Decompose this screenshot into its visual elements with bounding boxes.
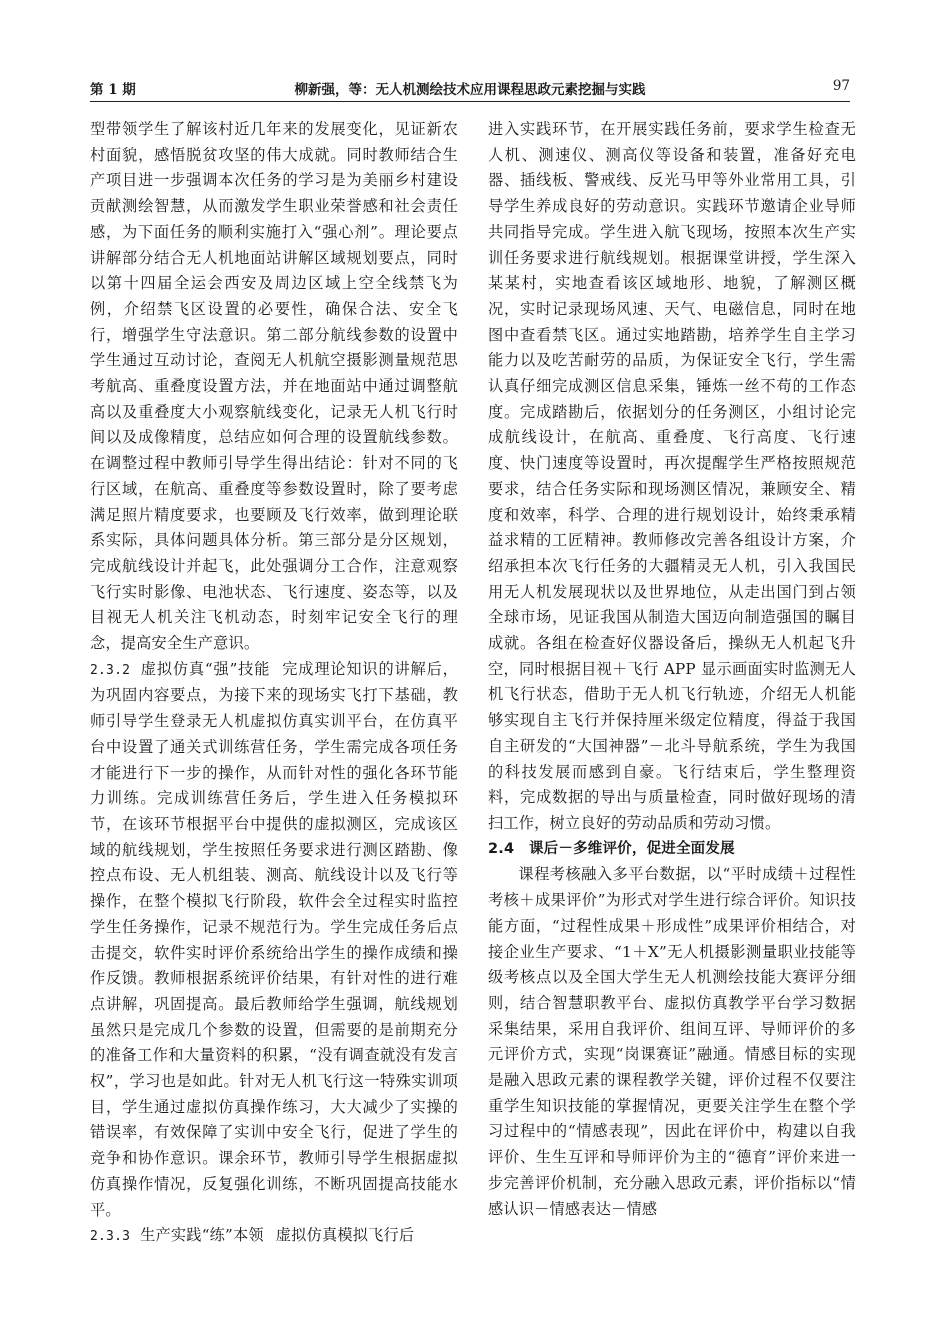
section-title: 生产实践“练”本领: [140, 1226, 264, 1245]
section-2-3-2: [90, 657, 458, 1223]
section-number: 2.3.3: [90, 1229, 131, 1245]
page-number: 97: [832, 78, 850, 94]
section-number: 2.3.2: [90, 662, 131, 678]
section-body: 虚拟仿真模拟飞行后: [275, 1226, 415, 1245]
section-2-3-3: [90, 1223, 458, 1250]
paragraph: 进入实践环节，在开展实践任务前，要求学生检查无人机、测速仪、测高仪等设备和装置，准备好充电器、插线板、警戒线、反光马甲等外业常用工具，引导学生养成良好的劳动意识。实践环节邀请企业导师共同指导完成。学生进入航飞现场，按照本次生产实训任务要求进行航线规划。根据课堂讲授，学生深入某某村，实地查看该区域地形、地貌，了解测区概况，实时记录现场风速、天气、电磁信息，同时在地图中查看禁飞区。通过实地踏勘，培养学生自主学习能力以及吃苦耐劳的品质，为保证安全飞行，学生需认真仔细完成测区信息采集，锤炼一丝不苟的工作态度。完成踏勘后，依据划分的任务测区，小组讨论完成航线设计，在航高、重叠度、飞行高度、飞行速度、快门速度等设置时，再次提醒学生严格按照规范要求，结合任务实际和现场测区情况，兼顾安全、精度和效率，科学、合理的进行规划设计，始终秉承精益求精的工匠精神。教师修改完善各组设计方案，介绍承担本次飞行任务的大疆精灵无人机，引入我国民用无人机发展现状以及世界地位，从走出国门到占领全球市场，见证我国从制造大国迈向制造强国的瞩目成就。各组在检查好仪器设备后，操纵无人机起飞升空，同时根据目视＋飞行 APP 显示画面实时监测无人机飞行状态，借助于无人机飞行轨迹，介绍无人机能够实现自主飞行并保持厘米级定位精度，得益于我国自主研发的“大国神器”－北斗导航系统，学生为我国的科技发展而感到自豪。飞行结束后，学生整理资料，完成数据的导出与质量检查，同时做好现场的清扫工作，树立良好的劳动品质和劳动习惯。: [488, 120, 856, 832]
section-heading-2-4: 2.4 课后－多维评价，促进全面发展: [488, 840, 735, 857]
running-title: 柳新强，等：无人机测绘技术应用课程思政元素挖掘与实践: [294, 82, 646, 98]
header-rule: [90, 101, 850, 102]
issue-number: 第 1 期: [90, 82, 136, 98]
section-body: 完成理论知识的讲解后，为巩固内容要点，为接下来的现场实飞打下基础，教师引导学生登录无人机虚拟仿真实训平台，在仿真平台中设置了通关式训练营任务，学生需完成各项任务才能进行下一步的操作，从而针对性的强化各环节能力训练。完成训练营任务后，学生进入任务模拟环节，在该环节根据平台中提供的虚拟测区，完成该区域的航线规划，学生按照任务要求进行测区踏勘、像控点布设、无人机组装、测高、航线设计以及飞行等操作，在整个模拟飞行阶段，软件会全过程实时监控学生任务操作，记录不规范行为。学生完成任务后点击提交，软件实时评价系统给出学生的操作成绩和操作反馈。教师根据系统评价结果，有针对性的进行难点讲解，巩固提高。最后教师给学生强调，航线规划虽然只是完成几个参数的设置，但需要的是前期充分的准备工作和大量资料的积累，“没有调查就没有发言权”，学习也是如此。针对无人机飞行这一特殊实训项目，学生通过虚拟仿真操作练习，大大减少了实操的错误率，有效保障了实训中安全飞行，促进了学生的竞争和协作意识。课余环节，教师引导学生根据虚拟仿真操作情况，反复强化训练，不断巩固提高技能水平。: [90, 659, 458, 1219]
running-header: [90, 78, 850, 100]
right-column: [488, 117, 856, 1222]
section-title: 虚拟仿真“强”技能: [140, 659, 271, 678]
paragraph: 型带领学生了解该村近几年来的发展变化，见证新农村面貌，感悟脱贫攻坚的伟大成就。同时教师结合生产项目进一步强调本次任务的学习是为美丽乡村建设贡献测绘智慧，从而激发学生职业荣誉感和社会责任感，为下面任务的顺利实施打入“强心剂”。理论要点讲解部分结合无人机地面站讲解区域规划要点，同时以第十四届全运会西安及周边区域上空全线禁飞为例，介绍禁飞区设置的必要性，确保合法、安全飞行，增强学生守法意识。第二部分航线参数的设置中学生通过互动讨论，查阅无人机航空摄影测量规范思考航高、重叠度设置方法，并在地面站中通过调整航高以及重叠度大小观察航线变化，记录无人机飞行时间以及成像精度，总结应如何合理的设置航线参数。在调整过程中教师引导学生得出结论：针对不同的飞行区域，在航高、重叠度等参数设置时，除了要考虑满足照片精度要求，也要顾及飞行效率，做到理论联系实际，具体问题具体分析。第三部分是分区规划，完成航线设计并起飞，此处强调分工合作，注意观察飞行实时影像、电池状态、飞行速度、姿态等，以及目视无人机关注飞机动态，时刻牢记安全飞行的理念，提高安全生产意识。: [90, 120, 458, 653]
paragraph: 课程考核融入多平台数据，以“平时成绩＋过程性考核＋成果评价”为形式对学生进行综合评价。知识技能方面，“过程性成果＋形成性”成果评价相结合，对接企业生产要求、“1＋X”无人机摄影测量职业技能等级考核点以及全国大学生无人机测绘技能大赛评分细则，结合智慧职教平台、虚拟仿真教学平台学习数据采集结果，采用自我评价、组间互评、导师评价的多元评价方式，实现“岗课赛证”融通。情感目标的实现是融入思政元素的课程教学关键，评价过程不仅要注重学生知识技能的掌握情况，更要关注学生在整个学习过程中的“情感表现”，因此在评价中，构建以自我评价、生生互评和导师评价为主的“德育”评价来进一步完善评价机制，充分融入思政元素，评价指标以“情感认识－情感表达－情感: [488, 865, 856, 1218]
left-column: [90, 117, 458, 1250]
